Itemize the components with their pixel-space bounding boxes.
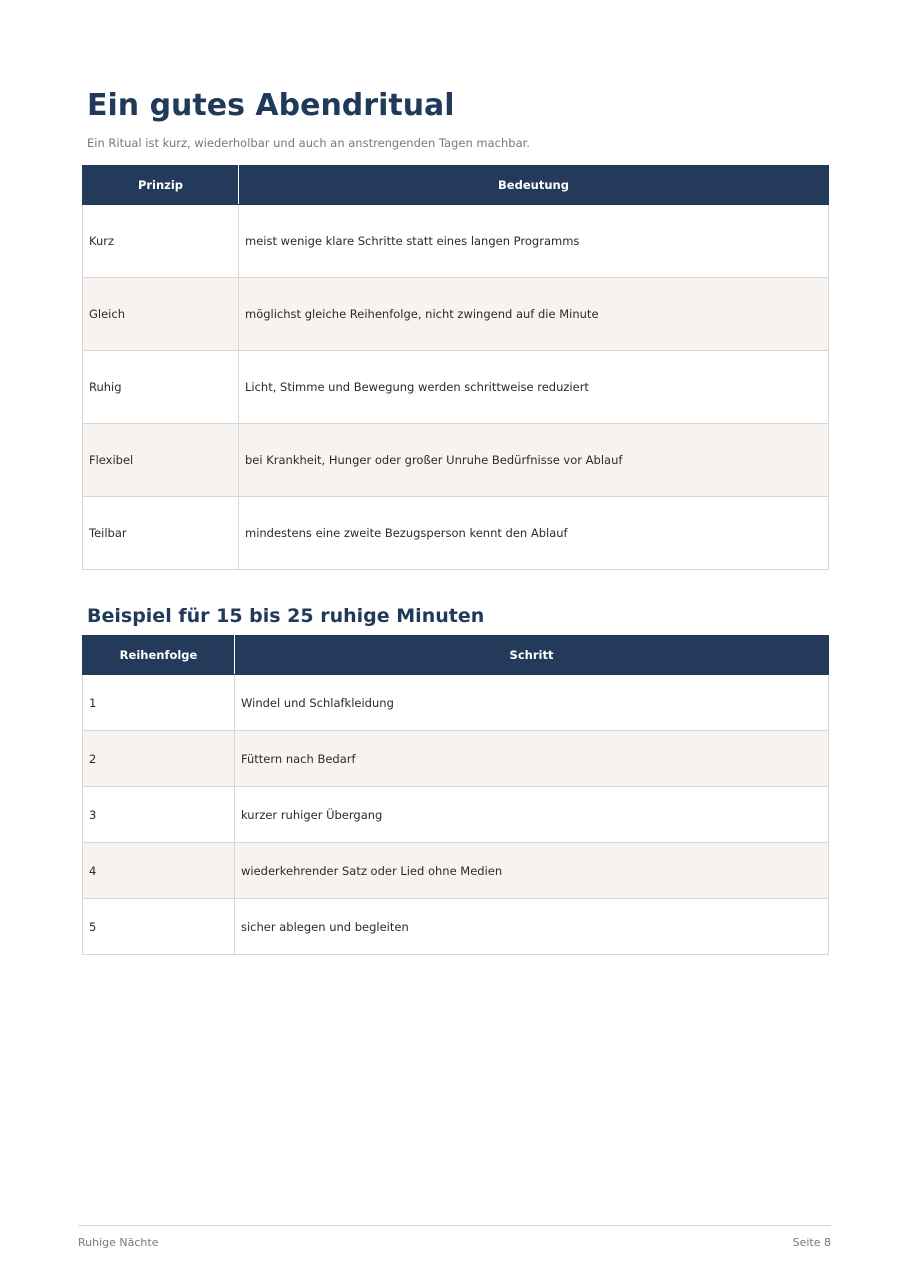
principles-table — [82, 165, 829, 570]
footer-divider — [78, 1225, 831, 1226]
page-subtitle: Ein Ritual ist kurz, wiederholbar und auch an anstrengenden Tagen machbar. — [87, 136, 530, 150]
column-header-schritt: Schritt — [235, 636, 829, 675]
step-cell: sicher ablegen und begleiten — [235, 899, 829, 955]
column-header-prinzip: Prinzip — [83, 166, 239, 205]
table-row — [83, 843, 829, 899]
section-heading: Beispiel für 15 bis 25 ruhige Minuten — [87, 605, 485, 627]
meaning-cell: mindestens eine zweite Bezugsperson kennt den Ablauf — [239, 497, 829, 570]
principle-cell: Teilbar — [83, 497, 239, 570]
table-row — [83, 278, 829, 351]
table-row — [83, 899, 829, 955]
steps-table — [82, 635, 829, 955]
table-header-row — [83, 166, 829, 205]
principle-cell: Ruhig — [83, 351, 239, 424]
step-number-cell: 1 — [83, 675, 235, 731]
step-cell: kurzer ruhiger Übergang — [235, 787, 829, 843]
meaning-cell: möglichst gleiche Reihenfolge, nicht zwingend auf die Minute — [239, 278, 829, 351]
table-row — [83, 424, 829, 497]
step-cell: wiederkehrender Satz oder Lied ohne Medien — [235, 843, 829, 899]
step-number-cell: 3 — [83, 787, 235, 843]
table-header-row — [83, 636, 829, 675]
principle-cell: Kurz — [83, 205, 239, 278]
meaning-cell: bei Krankheit, Hunger oder großer Unruhe Bedürfnisse vor Ablauf — [239, 424, 829, 497]
step-number-cell: 5 — [83, 899, 235, 955]
table-row — [83, 497, 829, 570]
column-header-bedeutung: Bedeutung — [239, 166, 829, 205]
table-row — [83, 205, 829, 278]
meaning-cell: meist wenige klare Schritte statt eines langen Programms — [239, 205, 829, 278]
step-cell: Füttern nach Bedarf — [235, 731, 829, 787]
step-number-cell: 2 — [83, 731, 235, 787]
step-cell: Windel und Schlafkleidung — [235, 675, 829, 731]
column-header-reihenfolge: Reihenfolge — [83, 636, 235, 675]
table-row — [83, 675, 829, 731]
meaning-cell: Licht, Stimme und Bewegung werden schrittweise reduziert — [239, 351, 829, 424]
table-row — [83, 731, 829, 787]
principle-cell: Flexibel — [83, 424, 239, 497]
principle-cell: Gleich — [83, 278, 239, 351]
footer-page-number: Seite 8 — [792, 1236, 831, 1249]
footer-document-title: Ruhige Nächte — [78, 1236, 159, 1249]
table-row — [83, 787, 829, 843]
step-number-cell: 4 — [83, 843, 235, 899]
page-title: Ein gutes Abendritual — [87, 88, 455, 123]
table-row — [83, 351, 829, 424]
